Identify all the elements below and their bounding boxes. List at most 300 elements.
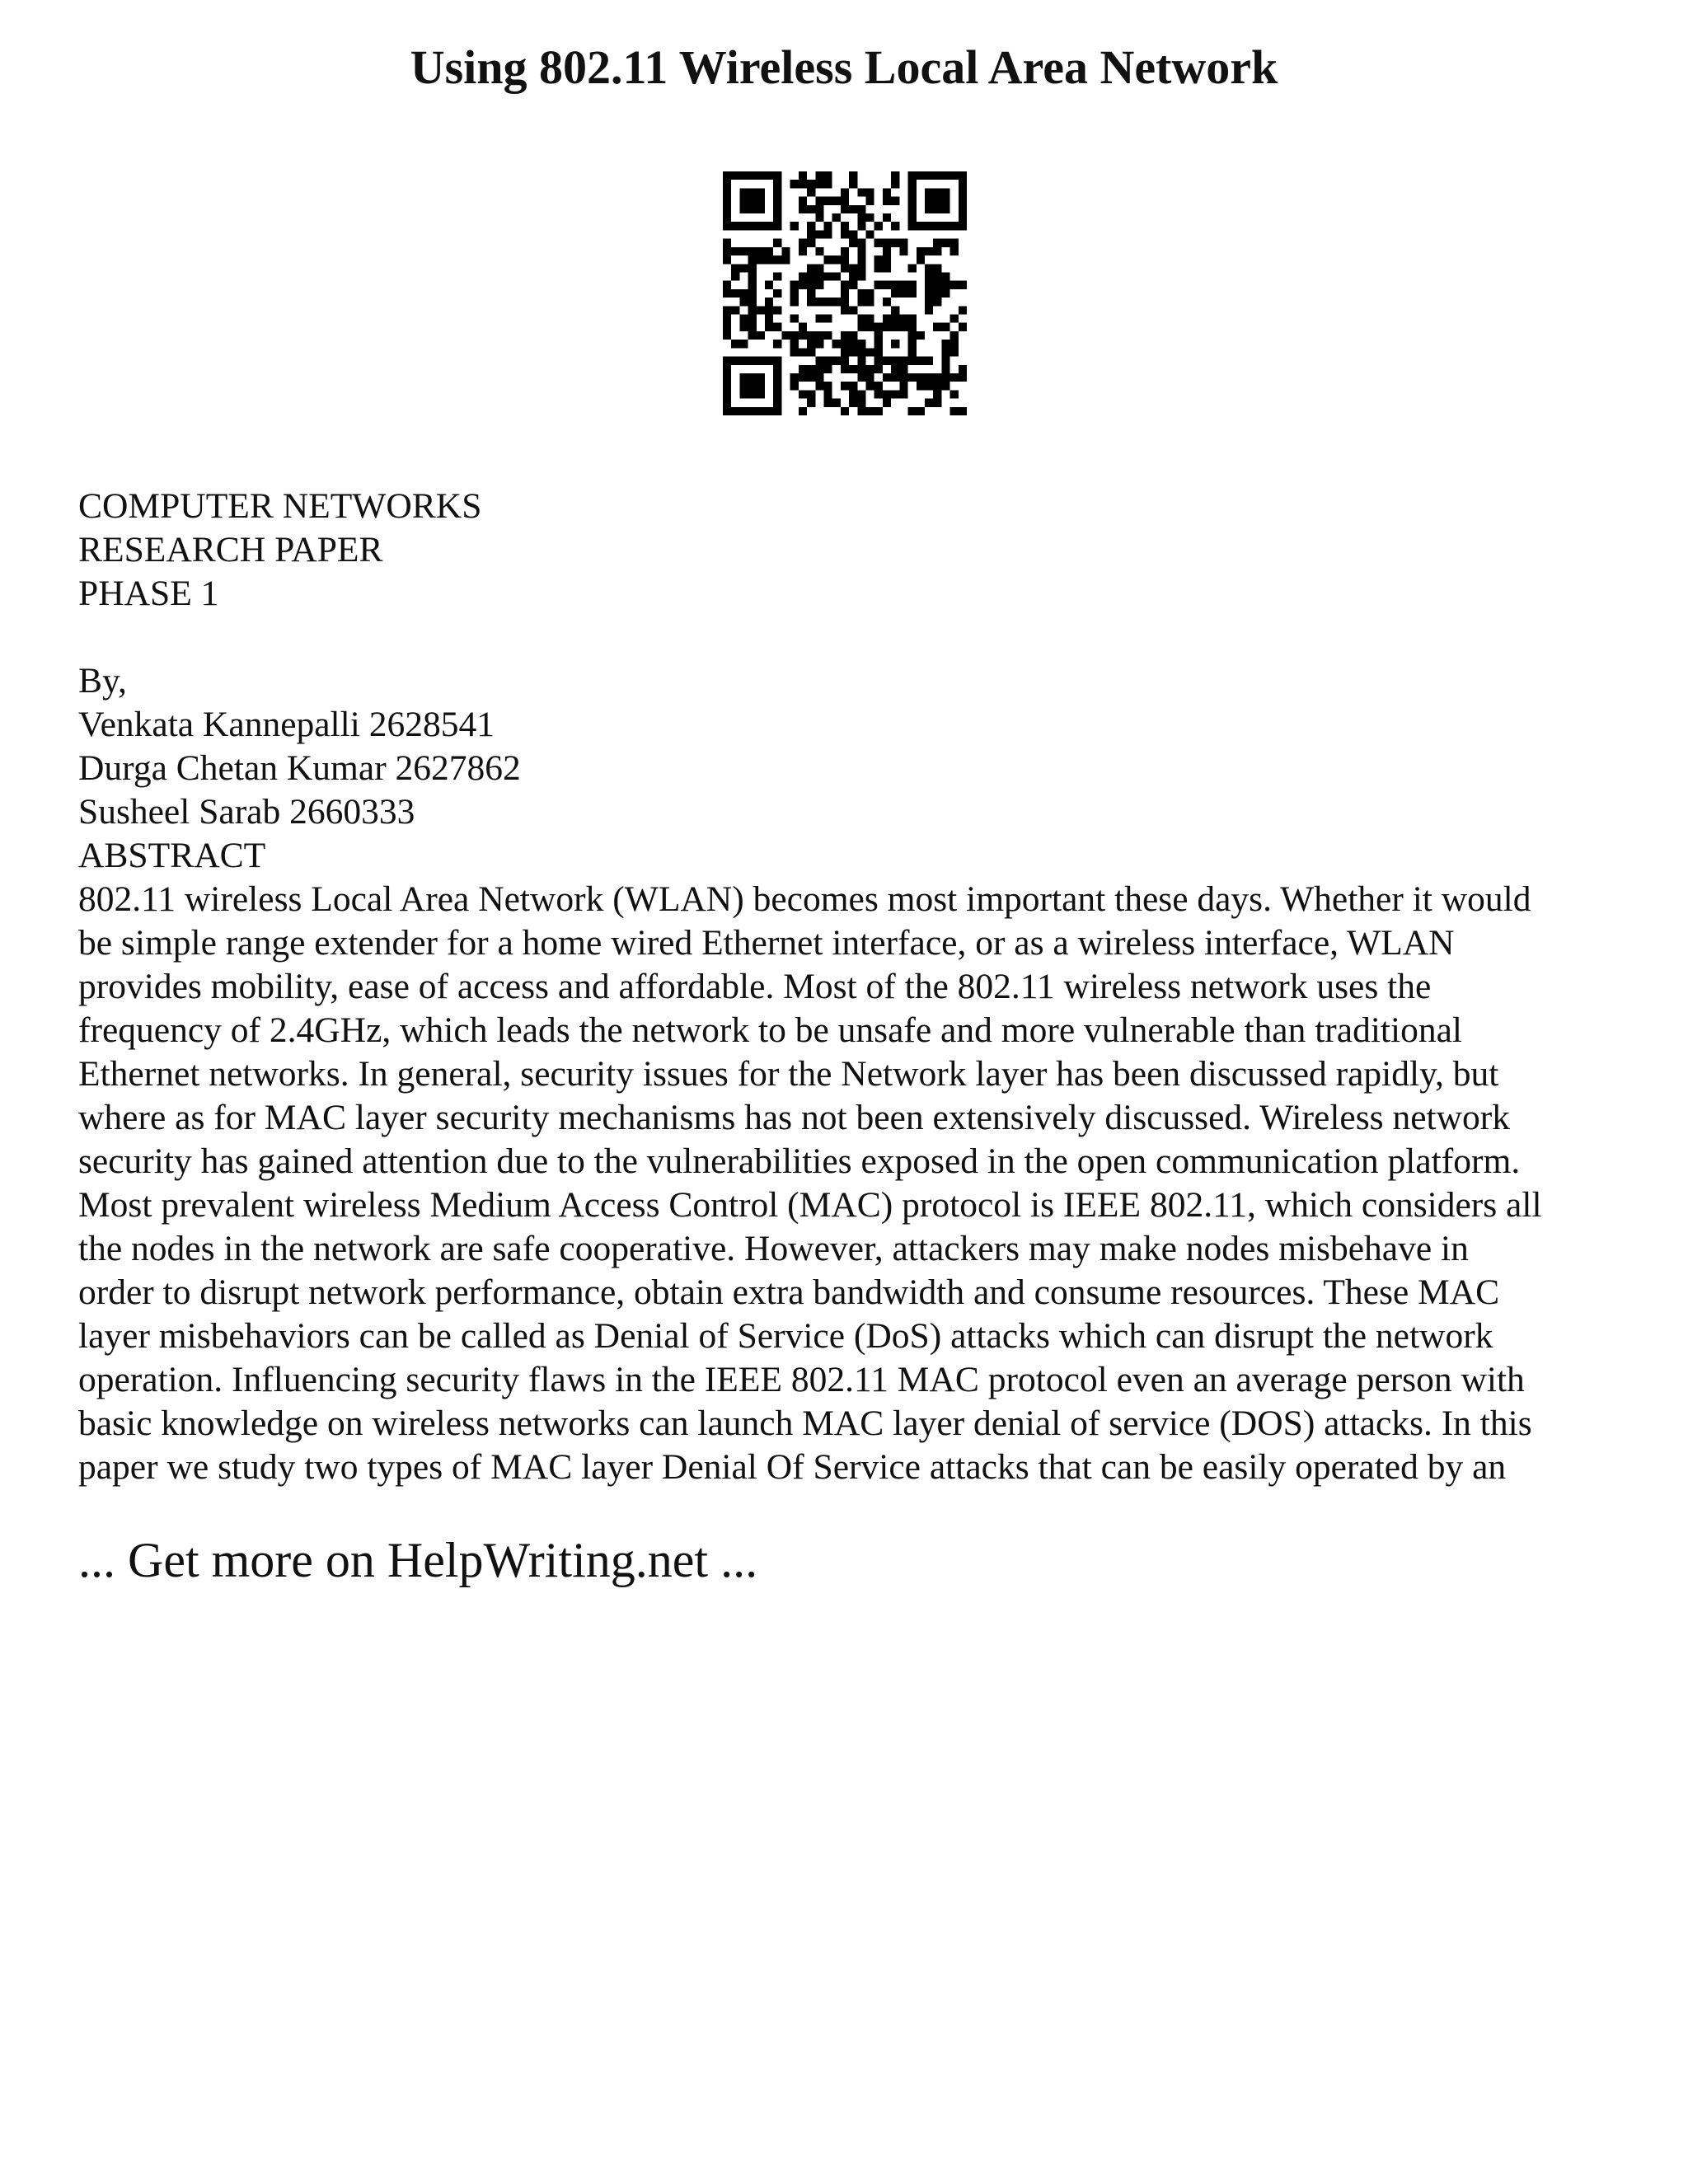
qr-module — [874, 255, 883, 264]
qr-module — [849, 306, 857, 314]
qr-module — [841, 365, 849, 373]
qr-module — [866, 213, 874, 222]
qr-module — [933, 264, 941, 272]
qr-module — [739, 205, 748, 213]
qr-module — [790, 382, 799, 390]
qr-module — [883, 247, 891, 255]
qr-module — [790, 331, 799, 340]
qr-module — [899, 281, 907, 289]
qr-module — [815, 340, 823, 348]
qr-module — [807, 373, 815, 382]
qr-module — [723, 323, 731, 331]
qr-module — [815, 272, 823, 280]
abstract-line: security has gained attention due to the vulnerabilities exposed in the open communication platform. — [78, 1141, 1521, 1181]
qr-module — [941, 197, 950, 205]
qr-module — [941, 188, 950, 196]
qr-module — [832, 399, 841, 407]
qr-module — [757, 188, 765, 196]
qr-module — [874, 340, 883, 348]
qr-module — [773, 289, 781, 298]
qr-module — [723, 390, 731, 398]
qr-module — [933, 272, 941, 280]
qr-module — [950, 407, 959, 415]
qr-module — [748, 298, 757, 306]
qr-module — [799, 180, 807, 188]
qr-module — [959, 407, 967, 415]
qr-module — [950, 331, 959, 340]
qr-module — [841, 255, 849, 264]
qr-module — [917, 222, 925, 230]
qr-module — [823, 382, 832, 390]
qr-module — [731, 289, 739, 298]
qr-module — [765, 222, 773, 230]
qr-module — [815, 298, 823, 306]
qr-module — [917, 331, 925, 340]
qr-module — [908, 180, 917, 188]
qr-module — [874, 348, 883, 356]
qr-module — [941, 272, 950, 280]
qr-module — [891, 239, 899, 247]
qr-module — [841, 407, 849, 415]
qr-module — [748, 247, 757, 255]
qr-module — [925, 289, 933, 298]
qr-module — [823, 171, 832, 180]
qr-module — [891, 306, 899, 314]
qr-module — [823, 272, 832, 280]
qr-module — [765, 247, 773, 255]
qr-module — [731, 272, 739, 280]
qr-module — [874, 239, 883, 247]
qr-module — [908, 213, 917, 222]
qr-module — [731, 407, 739, 415]
qr-module — [908, 281, 917, 289]
qr-module — [857, 399, 865, 407]
qr-module — [832, 197, 841, 205]
qr-module — [908, 340, 917, 348]
qr-module — [841, 306, 849, 314]
qr-module — [832, 357, 841, 365]
qr-module — [866, 348, 874, 356]
qr-module — [748, 331, 757, 340]
qr-module — [723, 373, 731, 382]
qr-module — [799, 390, 807, 398]
qr-module — [723, 365, 731, 373]
qr-module — [841, 247, 849, 255]
qr-module — [723, 239, 731, 247]
qr-module — [731, 222, 739, 230]
qr-module — [748, 315, 757, 323]
abstract-line: the nodes in the network are safe cooperative. However, attackers may make nodes misbehave in — [78, 1229, 1469, 1268]
qr-module — [765, 298, 773, 306]
qr-module — [841, 340, 849, 348]
qr-module — [849, 340, 857, 348]
qr-module — [815, 205, 823, 213]
qr-module — [950, 315, 959, 323]
qr-module — [773, 407, 781, 415]
by-label: By, — [78, 661, 127, 701]
qr-module — [799, 373, 807, 382]
qr-module — [883, 213, 891, 222]
qr-module — [773, 399, 781, 407]
qr-module — [933, 222, 941, 230]
qr-module — [841, 331, 849, 340]
qr-module — [748, 390, 757, 398]
qr-module — [815, 197, 823, 205]
qr-module — [908, 407, 917, 415]
qr-module — [815, 331, 823, 340]
qr-module — [841, 188, 849, 196]
qr-module — [807, 365, 815, 373]
qr-module — [857, 272, 865, 280]
qr-module — [723, 180, 731, 188]
qr-module — [849, 365, 857, 373]
qr-module — [849, 399, 857, 407]
qr-module — [891, 340, 899, 348]
qr-module — [773, 255, 781, 264]
qr-module — [866, 382, 874, 390]
qr-module — [908, 373, 917, 382]
qr-module — [790, 315, 799, 323]
qr-module — [891, 315, 899, 323]
qr-module — [773, 382, 781, 390]
qr-module — [841, 281, 849, 289]
qr-module — [739, 298, 748, 306]
qr-module — [925, 306, 933, 314]
qr-module — [849, 171, 857, 180]
qr-module — [832, 213, 841, 222]
qr-module — [917, 407, 925, 415]
qr-module — [857, 348, 865, 356]
qr-module — [874, 331, 883, 340]
qr-module — [874, 323, 883, 331]
qr-module — [781, 331, 790, 340]
qr-module — [908, 197, 917, 205]
qr-module — [790, 222, 799, 230]
qr-module — [739, 222, 748, 230]
qr-module — [874, 357, 883, 365]
qr-module — [765, 171, 773, 180]
abstract-line: order to disrupt network performance, obtain extra bandwidth and consume resources. These MAC — [78, 1272, 1500, 1312]
qr-module — [832, 255, 841, 264]
qr-module — [739, 264, 748, 272]
qr-module — [815, 373, 823, 382]
qr-module — [781, 255, 790, 264]
qr-module — [849, 205, 857, 213]
qr-module — [773, 306, 781, 314]
qr-module — [899, 315, 907, 323]
qr-module — [832, 272, 841, 280]
qr-module — [757, 331, 765, 340]
abstract-line: basic knowledge on wireless networks can launch MAC layer denial of service (DOS) attacks. In this — [78, 1404, 1532, 1443]
qr-module — [748, 281, 757, 289]
qr-module — [790, 289, 799, 298]
qr-module — [841, 230, 849, 238]
qr-module — [959, 213, 967, 222]
qr-module — [807, 264, 815, 272]
qr-module — [739, 247, 748, 255]
qr-module — [857, 365, 865, 373]
qr-module — [908, 171, 917, 180]
qr-module — [757, 407, 765, 415]
qr-module — [933, 298, 941, 306]
qr-module — [950, 222, 959, 230]
qr-module — [866, 373, 874, 382]
qr-module — [899, 247, 907, 255]
qr-module — [908, 315, 917, 323]
qr-module — [933, 239, 941, 247]
qr-module — [823, 390, 832, 398]
document-body — [78, 485, 1644, 1489]
qr-module — [959, 222, 967, 230]
qr-module — [908, 348, 917, 356]
qr-module — [748, 306, 757, 314]
qr-module — [899, 239, 907, 247]
qr-module — [807, 331, 815, 340]
author-line: Durga Chetan Kumar 2627862 — [78, 748, 521, 788]
qr-module — [908, 188, 917, 196]
qr-module — [748, 289, 757, 298]
qr-module — [823, 255, 832, 264]
qr-module — [773, 171, 781, 180]
qr-module — [933, 197, 941, 205]
qr-module — [874, 390, 883, 398]
qr-module — [773, 180, 781, 188]
qr-module — [739, 197, 748, 205]
qr-module — [807, 348, 815, 356]
qr-module — [815, 213, 823, 222]
qr-module — [748, 205, 757, 213]
qr-module — [748, 188, 757, 196]
qr-module — [799, 348, 807, 356]
qr-module — [849, 239, 857, 247]
qr-module — [857, 289, 865, 298]
qr-module — [866, 230, 874, 238]
qr-module — [917, 247, 925, 255]
qr-module — [849, 230, 857, 238]
qr-module — [748, 222, 757, 230]
qr-module — [950, 348, 959, 356]
qr-module — [841, 348, 849, 356]
qr-module — [857, 373, 865, 382]
qr-module — [908, 205, 917, 213]
qr-module — [723, 281, 731, 289]
qr-module — [925, 281, 933, 289]
qr-module — [815, 230, 823, 238]
qr-module — [790, 298, 799, 306]
qr-module — [857, 255, 865, 264]
qr-module — [815, 357, 823, 365]
qr-module — [857, 315, 865, 323]
qr-module — [799, 281, 807, 289]
qr-module — [807, 239, 815, 247]
qr-module — [874, 222, 883, 230]
qr-module — [739, 382, 748, 390]
qr-module — [748, 323, 757, 331]
qr-module — [959, 171, 967, 180]
qr-module — [899, 365, 907, 373]
qr-module — [748, 264, 757, 272]
qr-module — [933, 289, 941, 298]
abstract-text — [78, 878, 1644, 1489]
qr-module — [823, 399, 832, 407]
qr-module — [773, 373, 781, 382]
qr-module — [723, 213, 731, 222]
qr-module — [765, 407, 773, 415]
qr-module — [799, 197, 807, 205]
qr-module — [917, 382, 925, 390]
qr-module — [849, 382, 857, 390]
qr-module — [799, 272, 807, 280]
qr-module — [857, 188, 865, 196]
qr-module — [941, 382, 950, 390]
qr-module — [891, 357, 899, 365]
qr-module — [815, 382, 823, 390]
qr-module — [891, 180, 899, 188]
qr-module — [941, 171, 950, 180]
spacer — [78, 616, 1644, 659]
qr-module — [815, 171, 823, 180]
qr-module — [823, 180, 832, 188]
qr-module — [773, 222, 781, 230]
qr-module — [765, 281, 773, 289]
qr-module — [823, 298, 832, 306]
qr-module — [866, 289, 874, 298]
qr-module — [765, 357, 773, 365]
qr-module — [807, 390, 815, 398]
qr-module — [959, 188, 967, 196]
qr-module — [857, 247, 865, 255]
qr-module — [765, 255, 773, 264]
qr-module — [841, 289, 849, 298]
qr-module — [757, 247, 765, 255]
qr-module — [933, 373, 941, 382]
qr-module — [959, 306, 967, 314]
qr-module — [757, 197, 765, 205]
qr-module — [739, 373, 748, 382]
qr-module — [739, 357, 748, 365]
qr-module — [866, 315, 874, 323]
abstract-line: frequency of 2.4GHz, which leads the network to be unsafe and more vulnerable than traditional — [78, 1010, 1462, 1050]
qr-module — [799, 205, 807, 213]
qr-module — [849, 390, 857, 398]
qr-module — [925, 188, 933, 196]
qr-module — [857, 264, 865, 272]
qr-module — [739, 340, 748, 348]
qr-module — [849, 331, 857, 340]
qr-module — [925, 399, 933, 407]
qr-module — [941, 222, 950, 230]
abstract-line: paper we study two types of MAC layer Denial Of Service attacks that can be easily operated by an — [78, 1447, 1507, 1487]
phase-label: PHASE 1 — [78, 574, 219, 613]
qr-module — [807, 230, 815, 238]
qr-module — [883, 281, 891, 289]
qr-module — [790, 348, 799, 356]
qr-module — [866, 365, 874, 373]
qr-module — [815, 365, 823, 373]
qr-module — [807, 180, 815, 188]
qr-module — [933, 171, 941, 180]
qr-module — [874, 382, 883, 390]
qr-module — [799, 247, 807, 255]
qr-module — [731, 357, 739, 365]
qr-module — [950, 171, 959, 180]
qr-module — [773, 239, 781, 247]
qr-module — [883, 357, 891, 365]
qr-module — [748, 197, 757, 205]
qr-module — [773, 323, 781, 331]
qr-module — [765, 315, 773, 323]
qr-module — [739, 289, 748, 298]
qr-module — [773, 357, 781, 365]
qr-module — [959, 281, 967, 289]
qr-module — [857, 222, 865, 230]
qr-module — [731, 247, 739, 255]
abstract-line: 802.11 wireless Local Area Network (WLAN) becomes most important these days. Whether it would — [78, 879, 1531, 919]
qr-module — [917, 357, 925, 365]
qr-module — [959, 180, 967, 188]
qr-module — [908, 331, 917, 340]
qr-module — [933, 323, 941, 331]
qr-module — [857, 323, 865, 331]
qr-module — [765, 323, 773, 331]
get-more-link[interactable]: ... Get more on HelpWriting.net ... — [78, 1533, 758, 1587]
qr-module — [959, 365, 967, 373]
qr-module — [723, 247, 731, 255]
course-name: COMPUTER NETWORKS — [78, 486, 482, 526]
qr-module — [933, 390, 941, 398]
qr-module — [925, 272, 933, 280]
qr-module — [731, 171, 739, 180]
abstract-heading: ABSTRACT — [78, 836, 266, 875]
qr-module — [866, 298, 874, 306]
qr-module — [748, 382, 757, 390]
qr-module — [874, 281, 883, 289]
qr-module — [748, 171, 757, 180]
qr-module — [723, 188, 731, 196]
qr-module — [807, 222, 815, 230]
qr-module — [773, 272, 781, 280]
qr-module — [857, 357, 865, 365]
qr-module — [723, 205, 731, 213]
qr-module — [891, 365, 899, 373]
qr-module — [933, 205, 941, 213]
qr-module — [790, 180, 799, 188]
qr-code-icon[interactable] — [723, 171, 967, 415]
qr-module — [823, 357, 832, 365]
qr-module — [941, 205, 950, 213]
qr-module — [841, 298, 849, 306]
qr-module — [899, 382, 907, 390]
qr-module — [815, 180, 823, 188]
qr-module — [723, 357, 731, 365]
qr-module — [950, 373, 959, 382]
qr-module — [748, 357, 757, 365]
qr-module — [883, 264, 891, 272]
qr-module — [959, 373, 967, 382]
qr-module — [933, 247, 941, 255]
qr-module — [807, 205, 815, 213]
qr-module — [857, 340, 865, 348]
qr-module — [757, 222, 765, 230]
qr-module — [799, 171, 807, 180]
qr-module — [799, 331, 807, 340]
qr-module — [883, 390, 891, 398]
qr-module — [866, 407, 874, 415]
qr-module — [866, 188, 874, 196]
qr-module — [883, 399, 891, 407]
qr-module — [941, 365, 950, 373]
qr-module — [757, 382, 765, 390]
